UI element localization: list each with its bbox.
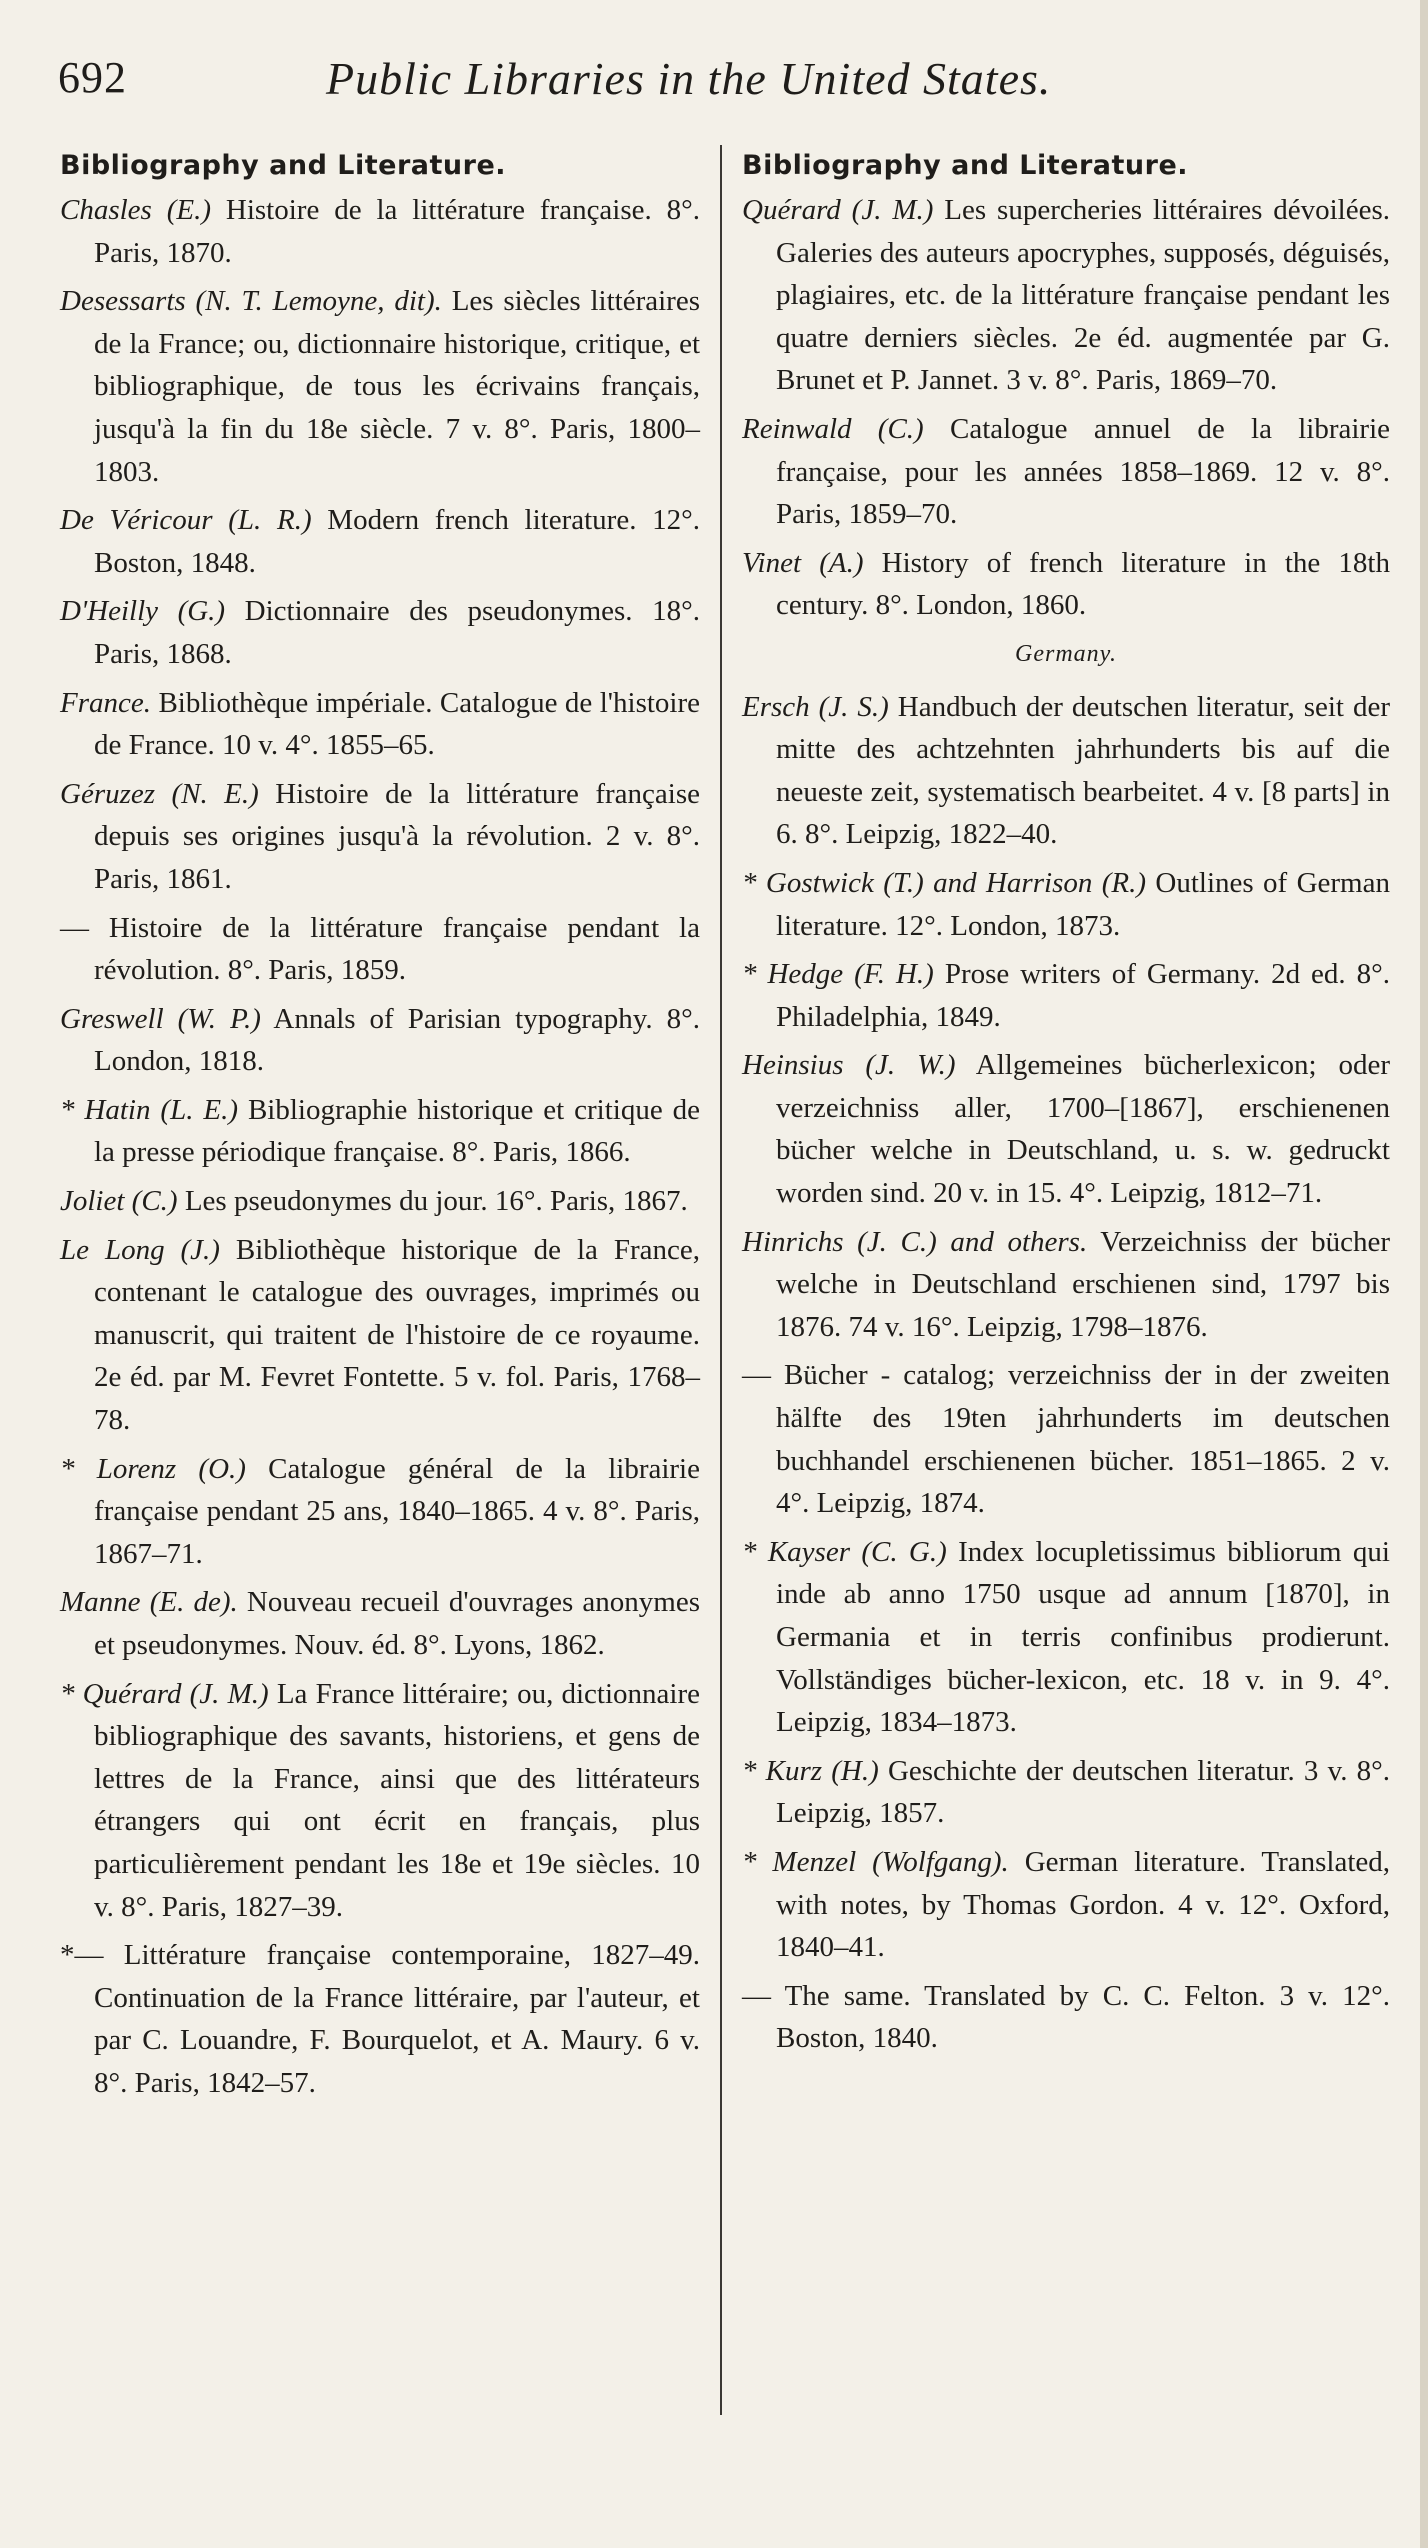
entry-text: Bibliothèque impériale. Catalogue de l'histoire de France. 10 v. 4°. 1855–65.	[94, 686, 700, 762]
bibliography-entry	[742, 1354, 1390, 1524]
bibliography-entry	[742, 862, 1390, 947]
entry-author: * Quérard (J. M.)	[60, 1677, 269, 1710]
bibliography-entry	[60, 1448, 700, 1576]
entry-text: *— Littérature française contemporaine, 1827–49. Continuation de la France littéraire, par l'auteur, et par C. Louandre, F. Bourquelot, et A. Maury. 6 v. 8°. Paris, 1842–57.	[60, 1939, 700, 2099]
right-section-heading: Bibliography and Literature.	[742, 150, 1189, 181]
bibliography-entry	[60, 1934, 700, 2104]
right-entry-list-germany	[742, 686, 1390, 2060]
entry-author: * Hatin (L. E.)	[60, 1093, 239, 1126]
entry-author: Desessarts (N. T. Lemoyne, dit).	[60, 285, 442, 318]
entry-text: Allgemeines bücherlexicon; oder verzeichniss aller, 1700–[1867], erschienenen bücher welche in Deutschland, u. s. w. gedruckt worden sind. 20 v. in 15. 4°. Leipzig, 1812–71.	[776, 1049, 1390, 1210]
entry-text: Annals of Parisian typography. 8°. London, 1818.	[94, 1002, 700, 1078]
bibliography-entry	[60, 189, 700, 274]
entry-author: Vinet (A.)	[742, 546, 864, 579]
bibliography-entry	[742, 1750, 1390, 1835]
entry-author: * Kurz (H.)	[742, 1754, 879, 1787]
entry-text: Les siècles littéraires de la France; ou, dictionnaire historique, critique, et bibliographique, de tous les écrivains français, jusqu'à la fin du 18e siècle. 7 v. 8°. Paris, 1800–1803.	[94, 285, 700, 488]
bibliography-entry	[60, 1089, 700, 1174]
bibliography-entry	[60, 499, 700, 584]
entry-text: Histoire de la littérature française. 8°. Paris, 1870.	[94, 194, 701, 269]
entry-text: Catalogue annuel de la librairie française, pour les années 1858–1869. 12 v. 8°. Paris, 1859–70.	[776, 412, 1390, 531]
bibliography-entry	[742, 189, 1390, 402]
entry-text: Index locupletissimus bibliorum qui inde ab anno 1750 usque ad annum [1870], in Germania et in terris confinibus prodierunt. Vollständiges bücher-lexicon, etc. 18 v. in 9. 4°. Leipzig, 1834–1873.	[776, 1535, 1390, 1739]
bibliography-entry	[60, 280, 700, 493]
column-divider	[720, 145, 722, 2415]
entry-text: — The same. Translated by C. C. Felton. 3 v. 12°. Boston, 1840.	[742, 1979, 1390, 2055]
entry-text: History of french literature in the 18th century. 8°. London, 1860.	[776, 546, 1390, 622]
page-edge	[1420, 0, 1428, 2548]
entry-text: Catalogue général de la librairie française pendant 25 ans, 1840–1865. 4 v. 8°. Paris, 1867–71.	[94, 1452, 700, 1570]
bibliography-entry	[742, 1531, 1390, 1744]
bibliography-entry	[742, 1221, 1390, 1349]
bibliography-entry	[60, 907, 700, 992]
entry-author: D'Heilly (G.)	[60, 595, 226, 628]
entry-text: Dictionnaire des pseudonymes. 18°. Paris, 1868.	[94, 595, 700, 670]
entry-text: Les supercheries littéraires dévoilées. Galeries des auteurs apocryphes, supposés, déguisés, plagiaires, etc. de la littérature française pendant les quatre derniers siècles. 2e éd. augmentée par G. Brunet et P. Jannet. 3 v. 8°. Paris, 1869–70.	[776, 194, 1390, 397]
page-number: 692	[58, 53, 127, 102]
entry-text: Prose writers of Germany. 2d ed. 8°. Philadelphia, 1849.	[776, 958, 1391, 1033]
entry-author: * Menzel (Wolfgang).	[742, 1845, 1009, 1878]
entry-text: La France littéraire; ou, dictionnaire bibliographique des savants, historiens, et gens de lettres de la France, ainsi que des littérateurs étrangers qui ont écrit en français, plus particulièrement pendant les 18e et 19e siècles. 10 v. 8°. Paris, 1827–39.	[94, 1677, 700, 1923]
entry-author: De Véricour (L. R.)	[60, 504, 312, 537]
running-head	[58, 52, 1118, 112]
entry-text: Geschichte der deutschen literatur. 3 v. 8°. Leipzig, 1857.	[776, 1754, 1390, 1830]
germany-subheading: Germany.	[1015, 640, 1117, 667]
entry-text: Nouveau recueil d'ouvrages anonymes et pseudonymes. Nouv. éd. 8°. Lyons, 1862.	[94, 1586, 700, 1661]
entry-author: * Hedge (F. H.)	[742, 958, 934, 991]
entry-author: * Kayser (C. G.)	[742, 1535, 947, 1568]
bibliography-entry	[60, 1581, 700, 1666]
entry-author: Greswell (W. P.)	[60, 1002, 261, 1035]
bibliography-entry	[60, 682, 700, 767]
entry-text: — Bücher - catalog; verzeichniss der in der zweiten hälfte des 19ten jahrhunderts im deutschen buchhandel erschienenen bücher. 1851–1865. 2 v. 4°. Leipzig, 1874.	[742, 1359, 1390, 1520]
entry-text: Modern french literature. 12°. Boston, 1848.	[94, 504, 700, 579]
entry-text: German literature. Translated, with notes, by Thomas Gordon. 4 v. 12°. Oxford, 1840–41.	[776, 1845, 1391, 1964]
bibliography-entry	[742, 1044, 1390, 1214]
entry-text: Bibliographie historique et critique de la presse périodique française. 8°. Paris, 1866.	[94, 1093, 700, 1169]
right-column	[742, 145, 1390, 2066]
entry-author: Quérard (J. M.)	[742, 194, 934, 226]
bibliography-entry	[742, 1975, 1390, 2060]
entry-text: Handbuch der deutschen literatur, seit der mitte des achtzehnten jahrhunderts bis auf die neueste zeit, systematisch bearbeitet. 4 v. [8 parts] in 6. 8°. Leipzig, 1822–40.	[776, 690, 1390, 851]
entry-text: Verzeichniss der bücher welche in Deutschland erschienen sind, 1797 bis 1876. 74 v. 16°. Leipzig, 1798–1876.	[776, 1225, 1391, 1343]
bibliography-entry	[742, 953, 1390, 1038]
bibliography-entry	[60, 590, 700, 675]
left-column	[60, 145, 700, 2111]
bibliography-entry	[60, 998, 700, 1083]
running-title: Public Libraries in the United States.	[326, 53, 1052, 104]
right-entry-list-france	[742, 189, 1390, 627]
bibliography-entry	[742, 408, 1390, 536]
entry-author: Le Long (J.)	[60, 1233, 220, 1266]
bibliography-entry	[742, 686, 1390, 856]
bibliography-entry	[60, 773, 700, 901]
entry-text: Bibliothèque historique de la France, contenant le catalogue des ouvrages, imprimés ou manuscrit, qui traitent de l'histoire de ce royaume. 2e éd. par M. Fevret Fontette. 5 v. fol. Paris, 1768–78.	[94, 1233, 700, 1437]
entry-author: Hinrichs (J. C.) and others.	[742, 1225, 1088, 1258]
bibliography-entry	[60, 1229, 700, 1442]
entry-text: Les pseudonymes du jour. 16°. Paris, 1867.	[177, 1185, 688, 1218]
entry-author: Reinwald (C.)	[742, 412, 924, 445]
entry-text: Histoire de la littérature française depuis ses origines jusqu'à la révolution. 2 v. 8°. Paris, 1861.	[94, 777, 701, 895]
entry-text: — Histoire de la littérature française pendant la révolution. 8°. Paris, 1859.	[60, 911, 700, 987]
entry-author: Joliet (C.)	[60, 1185, 178, 1218]
entry-author: France.	[60, 686, 151, 719]
entry-author: Heinsius (J. W.)	[742, 1049, 956, 1082]
bibliography-entry	[60, 1673, 700, 1929]
left-entry-list	[60, 189, 700, 2105]
entry-text: Outlines of German literature. 12°. London, 1873.	[776, 866, 1390, 942]
left-section-heading: Bibliography and Literature.	[60, 150, 507, 181]
entry-author: Ersch (J. S.)	[742, 690, 889, 723]
bibliography-entry	[742, 1841, 1390, 1969]
bibliography-entry	[742, 542, 1390, 627]
entry-author: Géruzez (N. E.)	[60, 777, 259, 810]
bibliography-entry	[60, 1180, 700, 1223]
entry-author: * Lorenz (O.)	[60, 1452, 246, 1485]
entry-author: * Gostwick (T.) and Harrison (R.)	[742, 866, 1147, 899]
entry-author: Manne (E. de).	[60, 1586, 238, 1619]
entry-author: Chasles (E.)	[60, 194, 212, 226]
